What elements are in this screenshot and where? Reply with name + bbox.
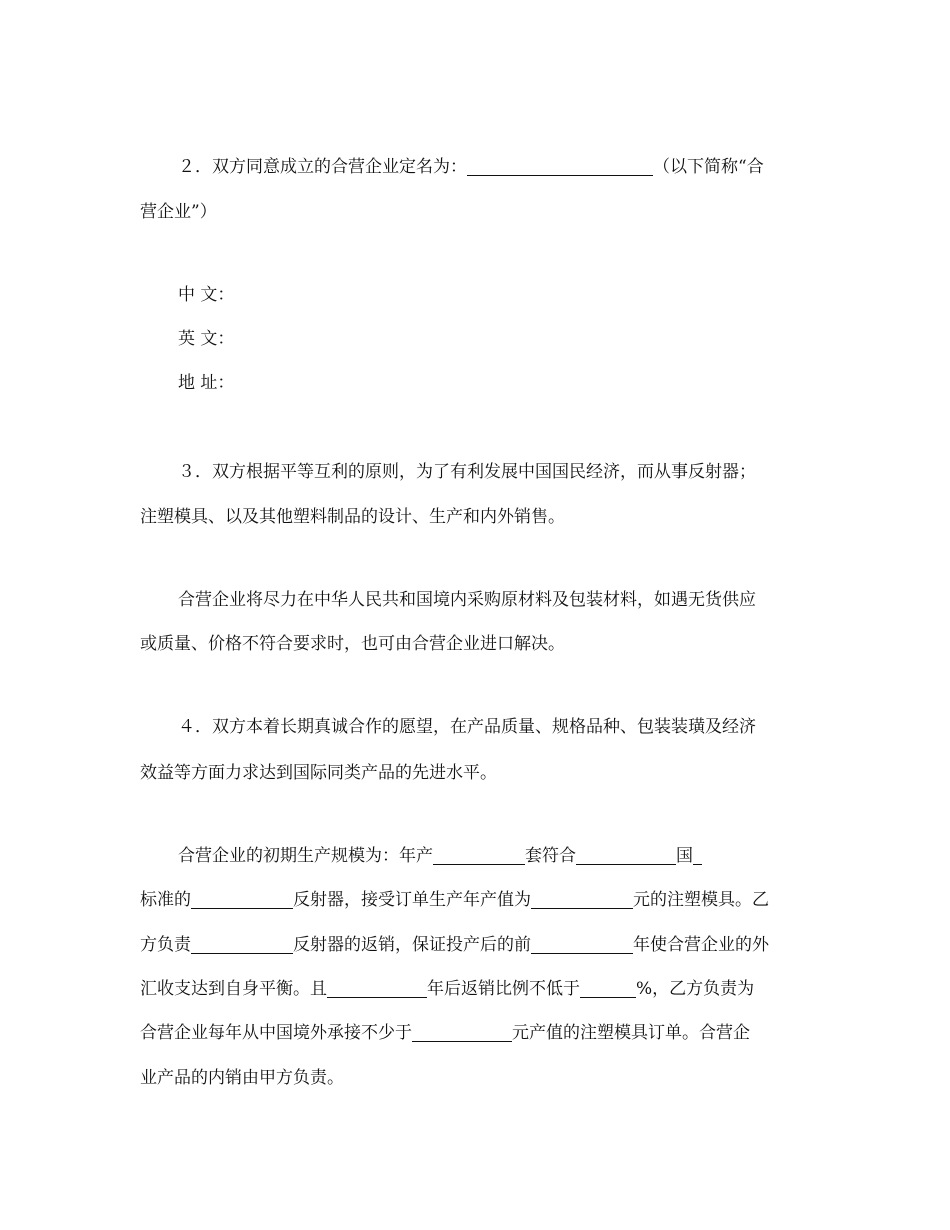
clause-3-line-2: 注塑模具、以及其他塑料制品的设计、生产和内外销售。: [140, 507, 565, 527]
procurement-line-1: 合营企业将尽力在中华人民共和国境内采购原材料及包装材料，如遇无货供应: [178, 590, 756, 610]
order-value-blank[interactable]: [531, 890, 633, 909]
country-blank[interactable]: [576, 846, 676, 865]
clause-4-line-1: ４．双方本着长期真诚合作的愿望，在产品质量、规格品种、包装装璜及经济: [178, 717, 756, 737]
resale-blank[interactable]: [191, 935, 293, 954]
years-blank[interactable]: [531, 935, 633, 954]
procurement-line-2: 或质量、价格不符合要求时，也可由合营企业进口解决。: [140, 634, 565, 654]
after-years-blank[interactable]: [327, 979, 427, 998]
clause-2-line-2: 营企业”）: [140, 202, 217, 222]
scale-line-5: 合营企业每年从中国境外承接不少于 元产值的注塑模具订单。合营企: [140, 1023, 750, 1043]
chinese-name-label: 中 文：: [178, 285, 235, 305]
scale-line-6: 业产品的内销由甲方负责。: [140, 1068, 344, 1088]
scale-line-1: 合营企业的初期生产规模为：年产 套符合 国: [178, 845, 702, 867]
annual-output-blank[interactable]: [433, 846, 525, 865]
address-label: 地 址：: [178, 373, 235, 393]
enterprise-name-blank[interactable]: [467, 157, 653, 176]
english-name-label: 英 文：: [178, 329, 235, 349]
scale-line-2: 标准的 反射器，接受订单生产年产值为 元的注塑模具。乙: [140, 890, 769, 910]
scale-line-4: 汇收支达到自身平衡。且 年后返销比例不低于 %，乙方负责为: [140, 979, 755, 999]
percentage-blank[interactable]: [580, 979, 636, 998]
standard-blank[interactable]: [191, 890, 293, 909]
clause-2-line-1: [178, 156, 764, 178]
clause-3-line-1: ３．双方根据平等互利的原则，为了有利发展中国国民经济，而从事反射器；: [178, 462, 756, 482]
clause-4-line-2: 效益等方面力求达到国际同类产品的先进水平。: [140, 763, 497, 783]
country-trail-blank[interactable]: [693, 846, 702, 865]
clause-2-abbrev-text: （以下简称“合: [653, 157, 764, 177]
overseas-order-blank[interactable]: [412, 1023, 512, 1042]
scale-line-3: 方负责 反射器的返销，保证投产后的前 年使合营企业的外: [140, 935, 769, 955]
clause-2-text: ２．双方同意成立的合营企业定名为：: [178, 157, 467, 177]
